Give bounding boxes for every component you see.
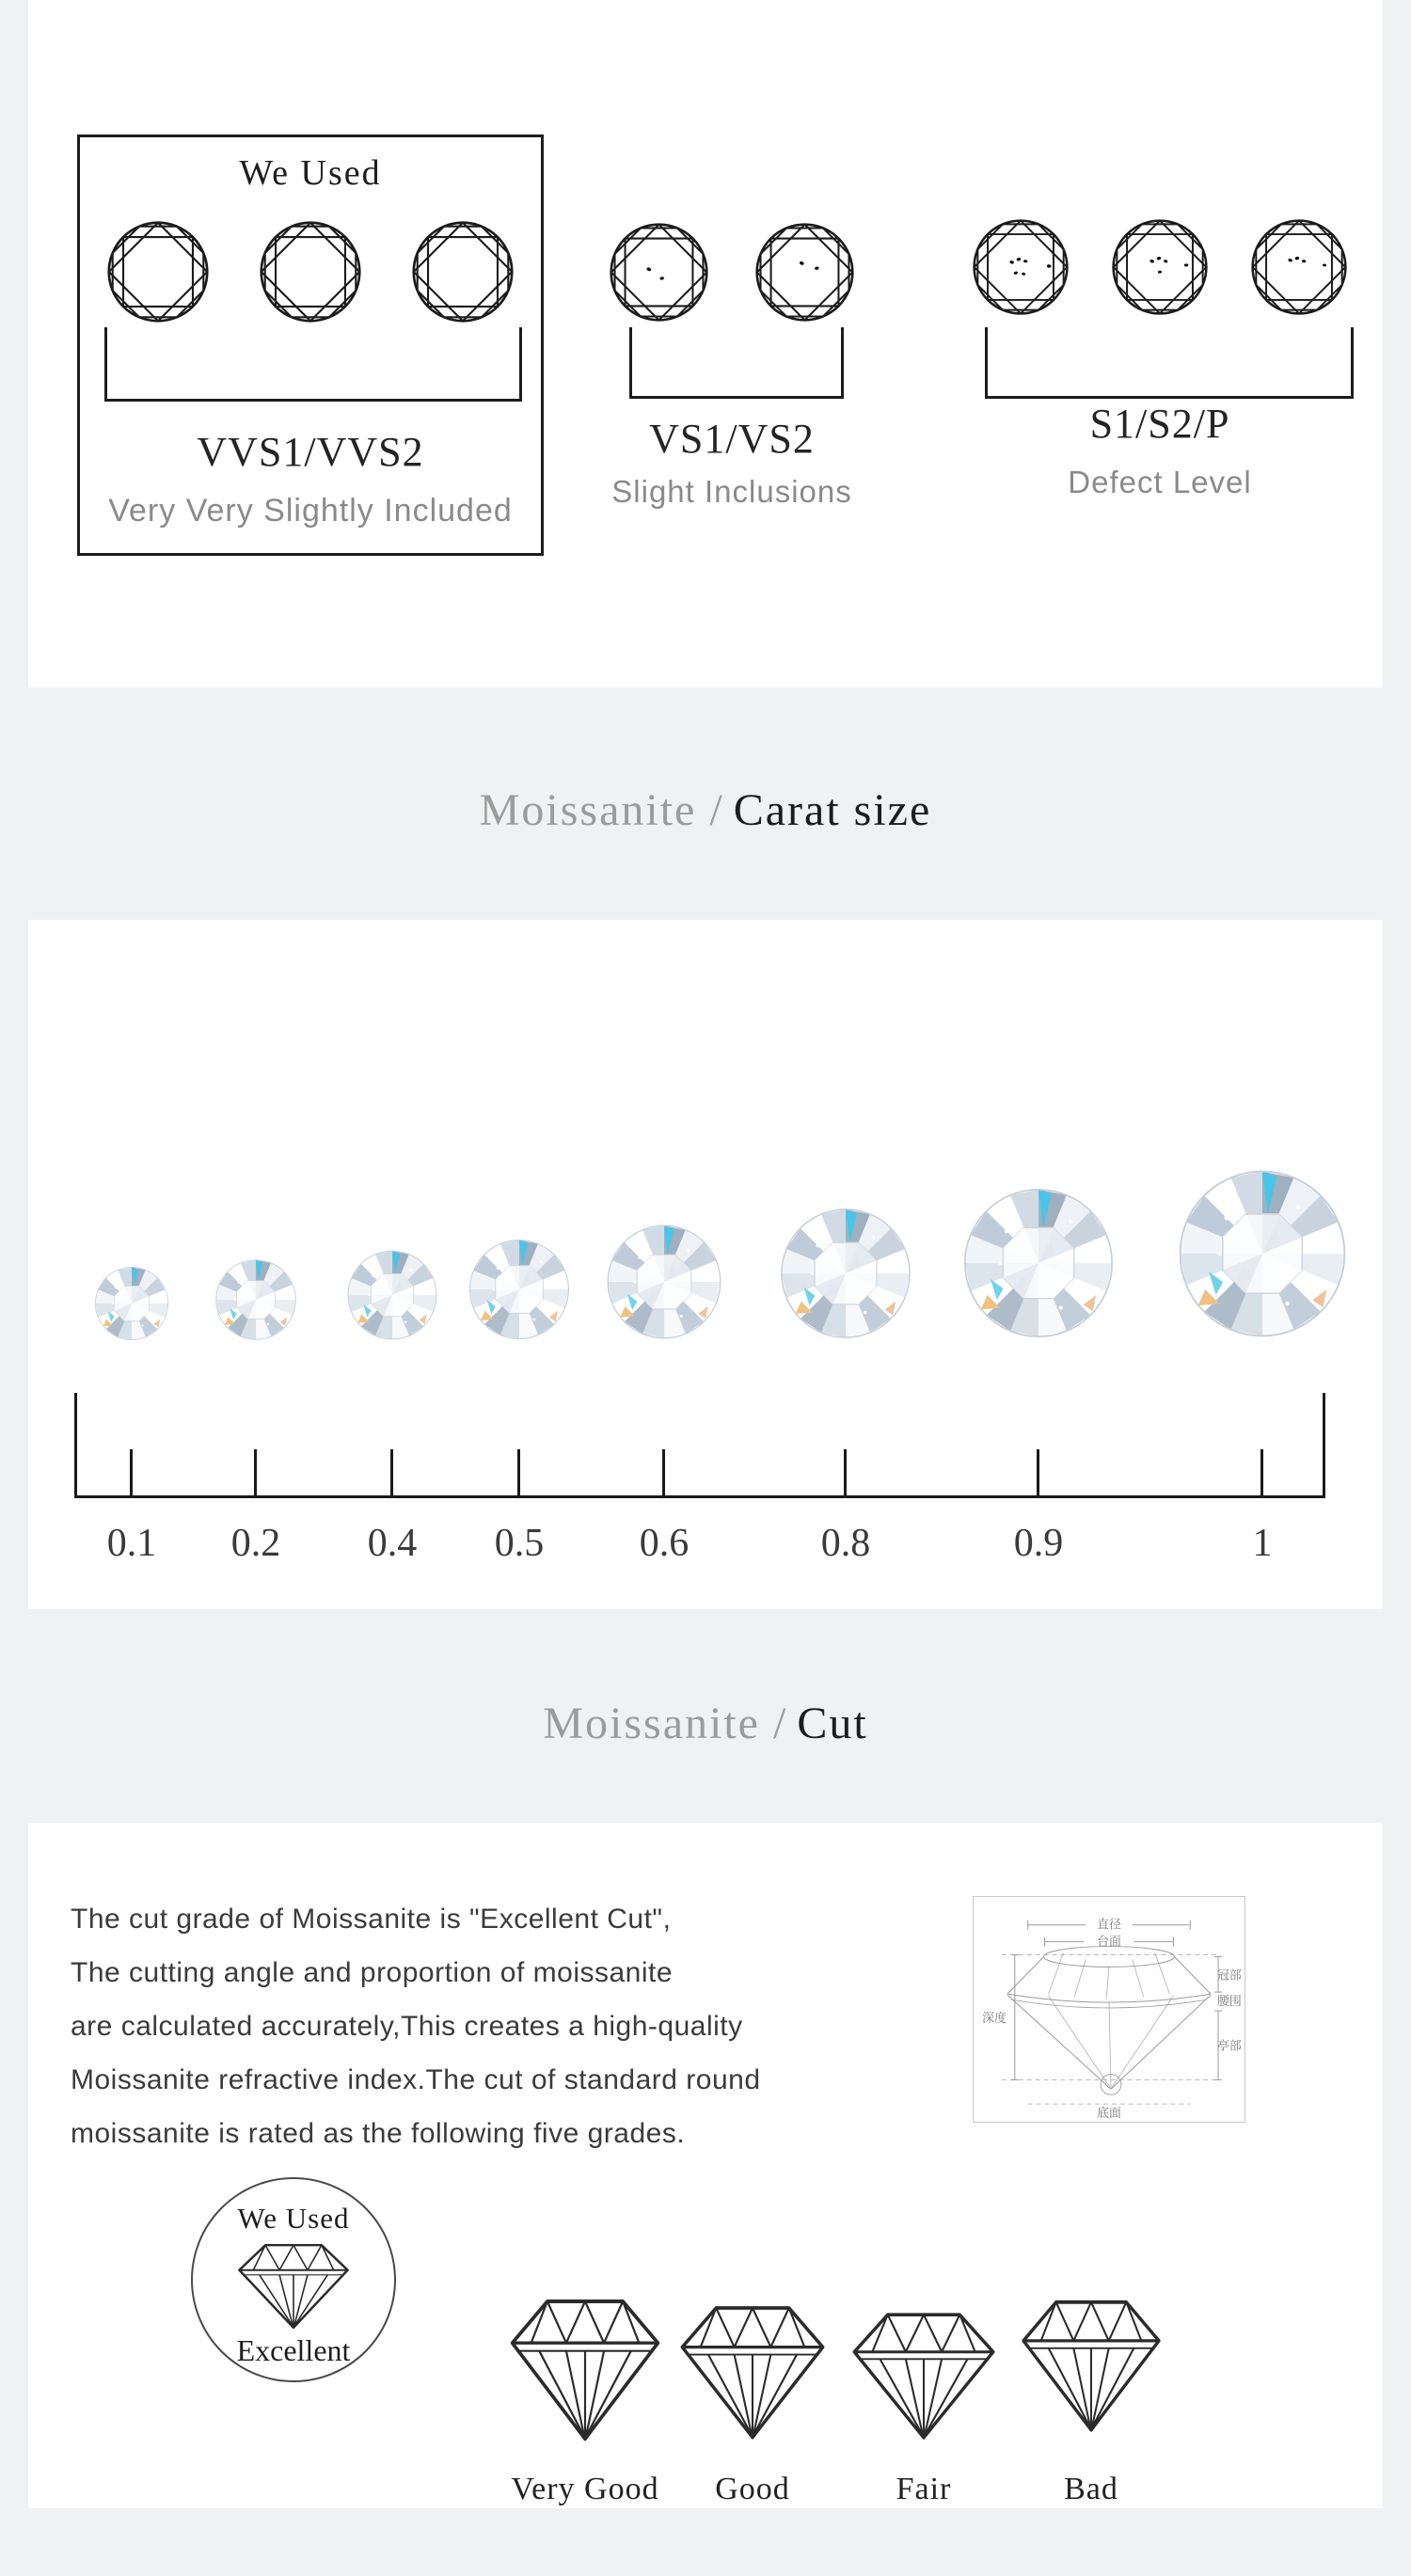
we-used-label: We Used [239, 153, 382, 193]
section-title-main: Cut [797, 1699, 868, 1748]
scale-tick [1260, 1449, 1263, 1495]
carat-value-label: 0.4 [367, 1522, 418, 1565]
section-title-prefix: Moissanite / [479, 785, 724, 835]
clarity-grade-label: VS1/VS2 [649, 416, 815, 462]
cut-grade-label: Fair [896, 2472, 952, 2506]
diamond-top-view-icon [1111, 218, 1209, 316]
diamond-side-view-icon [674, 2293, 831, 2443]
cut-paragraph-line: The cutting angle and proportion of moissanite [71, 1957, 674, 1988]
stone-row [591, 222, 873, 323]
cut-panel [28, 1823, 1383, 2508]
diamond-top-view-icon [609, 222, 709, 323]
scale-tick [130, 1449, 133, 1495]
section-title [480, 784, 932, 836]
moissanite-stone-0.1ct [92, 1264, 171, 1343]
cut-grade-label: Very Good [511, 2472, 659, 2506]
clarity-grade-label: VVS1/VVS2 [197, 429, 424, 475]
cut-grade-label: Good [715, 2472, 790, 2506]
clarity-grade-description: Slight Inclusions [611, 474, 852, 509]
moissanite-stone-0.9ct [959, 1183, 1118, 1343]
clarity-grade-description: Very Very Slightly Included [108, 493, 513, 529]
carat-title-band [0, 687, 1411, 920]
moissanite-stone-1ct [1173, 1164, 1352, 1343]
diamond-top-view-icon [1250, 218, 1348, 316]
diamond-top-view-icon [106, 220, 210, 324]
scale-tick [1037, 1449, 1039, 1495]
bracket-line [104, 327, 522, 402]
moissanite-stone-0.6ct [603, 1221, 725, 1343]
we-used-label: We Used [237, 2202, 350, 2235]
clarity-group-vs [591, 134, 873, 556]
clarity-group-s [972, 134, 1348, 556]
cut-title-band [0, 1609, 1411, 1823]
clarity-group-vvs [77, 134, 544, 556]
clarity-grade-label: S1/S2/P [1089, 401, 1230, 447]
scale-tick [662, 1449, 665, 1495]
excellent-grade-circle [191, 2177, 396, 2382]
carat-panel [28, 920, 1383, 1609]
carat-value-label: 0.9 [1013, 1522, 1064, 1565]
cut-grade-label: Bad [1064, 2472, 1118, 2506]
diamond-top-view-icon [972, 218, 1070, 316]
scale-tick [254, 1449, 257, 1495]
stone-row [80, 220, 541, 324]
cut-paragraph-line: moissanite is rated as the following five grades. [71, 2118, 686, 2149]
scale-baseline [74, 1495, 1325, 1498]
diamond-side-view-icon [847, 2300, 1001, 2443]
bracket-line [629, 327, 844, 399]
scale-tick [517, 1449, 520, 1495]
carat-value-label: 0.5 [494, 1522, 545, 1565]
scale-tick [844, 1449, 847, 1495]
cut-grade-label: Excellent [236, 2333, 351, 2367]
moissanite-stone-0.2ct [213, 1256, 299, 1343]
label-culet: 底面 [1097, 2107, 1121, 2122]
moissanite-stone-0.8ct [776, 1204, 915, 1343]
diamond-top-view-icon [754, 222, 855, 323]
carat-value-label: 0.6 [639, 1522, 690, 1565]
diamond-side-view-icon [1016, 2287, 1166, 2436]
moissanite-stone-0.4ct [344, 1247, 440, 1343]
label-diameter: 直径 [1097, 1918, 1121, 1933]
clarity-grade-description: Defect Level [1068, 465, 1252, 499]
diamond-top-view-icon [411, 220, 515, 324]
carat-value-label: 1 [1252, 1522, 1273, 1565]
section-title-prefix: Moissanite / [543, 1699, 788, 1748]
diamond-top-view-icon [259, 220, 362, 324]
scale-tick [390, 1449, 393, 1495]
section-title [543, 1698, 867, 1749]
label-table: 台面 [1097, 1935, 1121, 1950]
diamond-side-view-icon [504, 2285, 666, 2445]
clarity-panel [28, 0, 1383, 687]
cut-paragraph-line: The cut grade of Moissanite is "Excellent Cut", [71, 1904, 672, 1935]
scale-end-tick-left [74, 1393, 77, 1498]
cut-paragraph-line: are calculated accurately,This creates a high-quality [71, 2011, 743, 2042]
label-depth: 深度 [982, 2011, 1007, 2026]
label-girdle: 腰围 [1217, 1995, 1242, 2010]
scale-end-tick-right [1323, 1393, 1325, 1498]
label-crown: 冠部 [1217, 1968, 1242, 1983]
label-pavilion: 亭部 [1217, 2039, 1242, 2054]
diamond-anatomy-sketch [974, 1897, 1245, 2122]
cut-proportion-diagram [973, 1896, 1245, 2123]
carat-value-label: 0.1 [106, 1522, 157, 1565]
stone-row [972, 218, 1348, 316]
carat-value-label: 0.8 [820, 1522, 871, 1565]
bracket-line [985, 327, 1354, 399]
carat-value-label: 0.2 [230, 1522, 281, 1565]
diamond-side-view-icon [233, 2236, 354, 2331]
cut-paragraph-line: Moissanite refractive index.The cut of standard round [71, 2064, 761, 2095]
moissanite-stone-0.5ct [466, 1236, 573, 1343]
section-title-main: Carat size [733, 785, 932, 835]
